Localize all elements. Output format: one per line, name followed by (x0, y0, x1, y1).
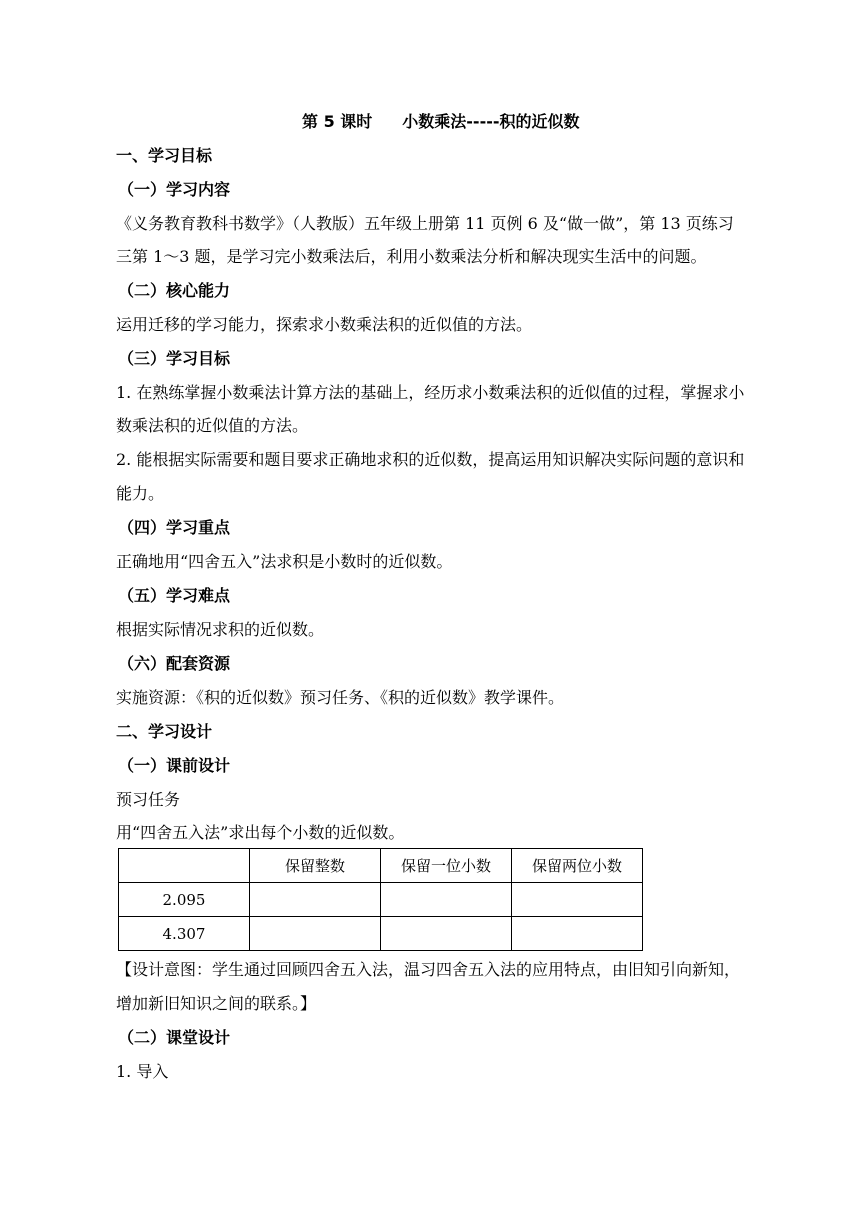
table-header-cell: 保留两位小数 (512, 849, 643, 883)
paragraph-content-line2: 三第 1～3 题，是学习完小数乘法后，利用小数乘法分析和解决现实生活中的问题。 (116, 247, 707, 266)
paragraph-resources: 实施资源：《积的近似数》预习任务、《积的近似数》教学课件。 (116, 688, 565, 707)
table-cell (512, 883, 643, 917)
paragraph-key-points: 正确地用“四舍五入”法求积是小数时的近似数。 (116, 552, 453, 571)
subheading-in-class: （二）课堂设计 (118, 1028, 231, 1047)
table-header-cell: 保留整数 (250, 849, 381, 883)
objective-2-line2: 能力。 (116, 484, 165, 503)
table-cell (381, 917, 512, 951)
table-header-cell (119, 849, 250, 883)
step-intro: 1. 导入 (116, 1062, 169, 1081)
table-cell (381, 883, 512, 917)
table-cell: 4.307 (119, 917, 250, 951)
paragraph-difficulties: 根据实际情况求积的近似数。 (116, 620, 325, 639)
subheading-content: （一）学习内容 (118, 180, 231, 199)
preview-task-instruction: 用“四舍五入法”求出每个小数的近似数。 (116, 823, 405, 842)
subheading-difficulties: （五）学习难点 (118, 586, 231, 605)
objective-1-line2: 数乘法积的近似值的方法。 (116, 416, 309, 435)
lesson-title (302, 112, 580, 132)
subheading-objectives: （三）学习目标 (118, 349, 231, 368)
lesson-number: 第 5 课时 (302, 112, 373, 131)
subheading-key-points: （四）学习重点 (118, 518, 231, 537)
subheading-resources: （六）配套资源 (118, 654, 231, 673)
table-row (119, 883, 643, 917)
table-header-row (119, 849, 643, 883)
table-header-cell: 保留一位小数 (381, 849, 512, 883)
paragraph-content-line1: 《义务教育教科书数学》（人教版）五年级上册第 11 页例 6 及“做一做”，第 13 页练习 (116, 214, 734, 233)
table-row (119, 917, 643, 951)
section-heading-goals: 一、学习目标 (116, 146, 213, 165)
objective-2-line1: 2. 能根据实际需要和题目要求正确地求积的近似数，提高运用知识解决实际问题的意识和 (116, 450, 745, 469)
paragraph-core-ability: 运用迁移的学习能力，探索求小数乘法积的近似值的方法。 (116, 315, 533, 334)
design-intent-line2: 增加新旧知识之间的联系。】 (116, 994, 317, 1013)
subheading-pre-class: （一）课前设计 (118, 756, 231, 775)
table-cell (250, 883, 381, 917)
table-cell (250, 917, 381, 951)
objective-1-line1: 1. 在熟练掌握小数乘法计算方法的基础上，经历求小数乘法积的近似值的过程，掌握求小 (116, 383, 745, 402)
preview-task-label: 预习任务 (116, 790, 181, 809)
rounding-table (118, 848, 643, 951)
design-intent-line1: 【设计意图：学生通过回顾四舍五入法，温习四舍五入法的应用特点，由旧知引向新知， (116, 960, 741, 979)
subheading-core-ability: （二）核心能力 (118, 281, 231, 300)
lesson-topic: 小数乘法-----积的近似数 (402, 112, 580, 131)
section-heading-design: 二、学习设计 (116, 722, 213, 741)
table-cell (512, 917, 643, 951)
table-cell: 2.095 (119, 883, 250, 917)
